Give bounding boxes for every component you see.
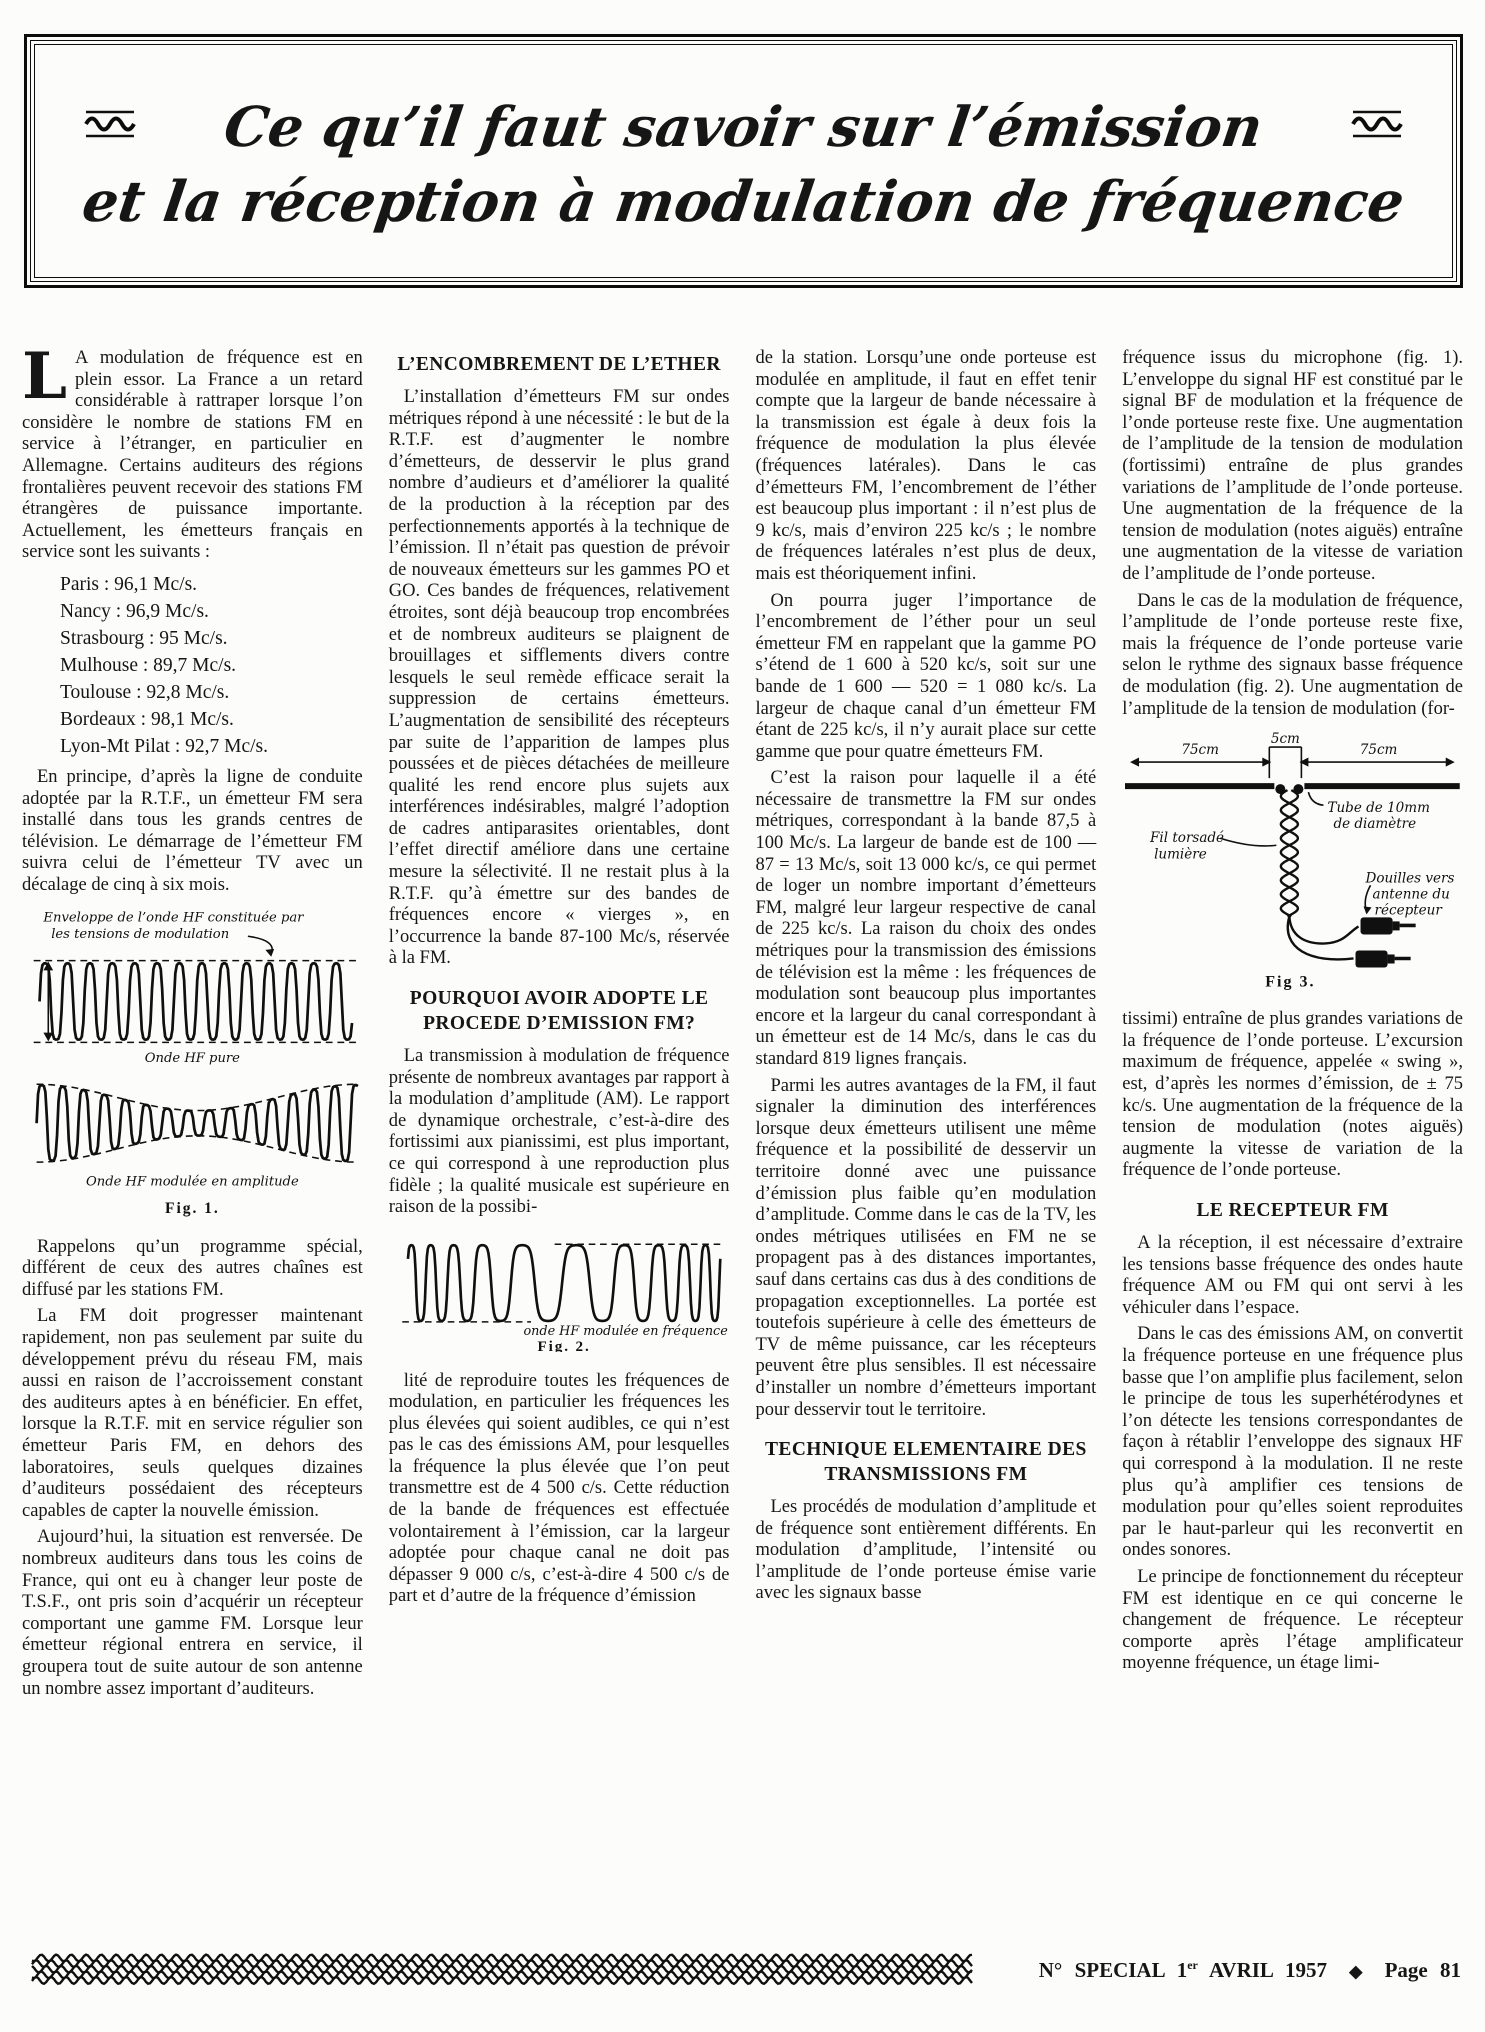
fm-modulated-waveform xyxy=(408,1245,720,1321)
paragraph xyxy=(22,348,363,564)
station-item: Nancy : 96,9 Mc/s. xyxy=(60,600,209,622)
station-item: Paris : 96,1 Mc/s. xyxy=(60,573,198,595)
paragraph: Dans le cas de la modulation de fréquence, l’amplitude de l’onde porteuse reste fixe, mais la fréquence de l’onde porteuse varie selon le rythme des signaux basse fréquence de modulation (fig. 2). Une augmentation de l’amplitude de la tension de modulation (for- xyxy=(1122,590,1463,719)
diamond-icon: ◆ xyxy=(1349,1961,1363,1981)
section-heading-encombrement: L’ENCOMBREMENT DE L’ETHER xyxy=(397,354,721,375)
pure-hf-waveform xyxy=(40,963,353,1039)
figure-1-waveforms xyxy=(22,909,363,1225)
am-modulated-waveform xyxy=(37,1085,358,1161)
column-1 xyxy=(22,348,363,1942)
drop-cap: L xyxy=(22,348,67,414)
paragraph: Le principe de fonctionnement du récepteur FM est identique en ce qui concerne le changement de fréquence. Le récepteur comporte après l’étage amplificateur moyenne fréquence, un étage limi- xyxy=(1122,1566,1463,1674)
title-box-content xyxy=(34,44,1453,278)
fig1-label: Fig. 1. xyxy=(165,1199,220,1217)
fig3-plug-label-line2: antenne du xyxy=(1372,886,1451,903)
section-heading-recepteur: LE RECEPTEUR FM xyxy=(1196,1200,1389,1221)
fig1-caption-pure: Onde HF pure xyxy=(144,1050,240,1066)
banana-plug-icon xyxy=(1361,917,1416,934)
fig3-plug-label-line3: récepteur xyxy=(1374,902,1443,919)
fig2-caption: onde HF modulée en fréquence xyxy=(523,1323,728,1339)
footer-text xyxy=(995,1958,1461,1983)
squiggle-ornament-right-icon xyxy=(1348,108,1406,145)
article-body xyxy=(22,348,1463,1942)
fig3-dim-right: 75cm xyxy=(1360,742,1398,759)
article-title-line1: Ce qu’il faut savoir sur l’émission xyxy=(220,93,1267,159)
station-item: Mulhouse : 89,7 Mc/s. xyxy=(60,654,237,676)
paragraph: Rappelons qu’un programme spécial, différent de ceux des autres chaînes est diffusé par les stations FM. xyxy=(22,1236,363,1300)
article-title-line2: et la réception à modulation de fréquence xyxy=(78,168,1409,235)
fig3-dim-center: 5cm xyxy=(1271,732,1301,748)
column-4 xyxy=(1122,348,1463,1942)
column-3 xyxy=(756,348,1097,1942)
section-heading-pourquoi-fm: POURQUOI AVOIR ADOPTE LE PROCEDE D’EMISSION FM? xyxy=(409,988,709,1035)
paragraph: Aujourd’hui, la situation est renversée. De nombreux auditeurs dans tous les coins de France, qui ont eu à changer leur poste de T.S.F., ont pris soin d’acquérir un récepteur comportant une gamme FM. Lorsque leur émetteur régional entrera en service, il groupera tout de suite autour de son antenne un nombre assez important d’auditeurs. xyxy=(22,1527,363,1699)
figure-3-drawing xyxy=(1122,732,1463,991)
fig3-label: Fig 3. xyxy=(1265,973,1316,991)
fig1-caption-am: Onde HF modulée en amplitude xyxy=(86,1173,299,1189)
squiggle-ornament-left-icon xyxy=(81,108,139,145)
station-item: Bordeaux : 98,1 Mc/s. xyxy=(60,708,234,730)
banana-plug-icon xyxy=(1356,951,1411,968)
station-item: Lyon-Mt Pilat : 92,7 Mc/s. xyxy=(60,735,269,757)
paragraph: lité de reproduire toutes les fréquences de modulation, en particulier les fréquences les plus élevées qui soient audibles, ce qui n’est pas le cas des émissions AM, pour lesquelles la fréquence la plus élevée que l’on peut transmettre est de 4 500 c/s. Cette réduction de la bande de fréquences est effectuée volontairement à l’émission, car la largeur adoptée pour chaque canal ne doit pas dépasser 9 000 c/s, c’est-à-dire 4 500 c/s de part et d’autre de la fréquence d’émission xyxy=(388,1370,730,1607)
paragraph: Dans le cas des émissions AM, on convertit la fréquence porteuse en une fréquence plus basse que l’on amplifie plus facilement, selon le principe de tous les superhétérodynes et l’on détecte les tensions correspondantes de façon à rétablir l’enveloppe des signaux HF qui correspond à la modulation. Il ne reste plus qu’à amplifier ces tensions de modulation pour qu’elles soient reproduites par le haut-parleur qui les reconvertit en ondes sonores. xyxy=(1122,1324,1463,1561)
station-item: Toulouse : 92,8 Mc/s. xyxy=(60,681,230,703)
station-item: Strasbourg : 95 Mc/s. xyxy=(60,627,228,649)
fig1-annotation-line1: Enveloppe de l’onde HF constituée par xyxy=(43,910,304,926)
footer-issue: N° SPECIAL 1 xyxy=(1038,1957,1188,1982)
fig3-wire-label-line2: lumière xyxy=(1154,846,1207,863)
footer-issue-rest: AVRIL 1957 xyxy=(1208,1957,1328,1982)
section-heading-technique: TECHNIQUE ELEMENTAIRE DES TRANSMISSIONS FM xyxy=(765,1439,1087,1486)
fig2-label: Fig. 2. xyxy=(537,1338,591,1352)
fig3-wire-label-line1: Fil torsadé xyxy=(1150,830,1225,847)
paragraph: En principe, d’après la ligne de conduite adoptée par la R.T.F., un émetteur FM sera installé dans tous les grands centres de télévision. Le démarrage de l’émetteur FM suivra celui de l’émetteur TV avec un décalage de cinq à six mois. xyxy=(22,766,363,895)
figure-3-dipole-antenna xyxy=(1122,732,1463,997)
station-frequency-list xyxy=(60,571,363,760)
title-box xyxy=(24,34,1463,288)
paragraph: L’installation d’émetteurs FM sur ondes métriques répond à une nécessité : le but de la R.T.F. est d’augmenter le nombre d’émetteurs, de desservir le plus grand nombre d’audieurs et d’améliorer la qualité de la production à la réception par des perfectionnements apportés à la technique de l’émission. Il n’était pas question de prévoir de nouveaux émetteurs sur les gammes PO et GO. Ces bandes de fréquences, relativement étroites, sont déjà beaucoup trop encombrées et de nombreux auditeurs se plaignent de brouillages et sifflements divers contre lesquels le seul remède efficace serait la suppression de certains émetteurs. L’augmentation de sensibilité des récepteurs par suite de l’apparition de lampes plus poussées et de pièces détachées de meilleure qualité les rend encore plus sujets aux interférences indésirables, malgré l’adoption de cadres antiparasites orientables, dont l’effet directif améliore dans une certaine mesure la sélectivité. Il ne restait plus à la R.T.F. qu’à émettre sur des bandes de fréquences encore « vierges », en l’occurrence la bande 87-100 Mc/s, réservée à la FM. xyxy=(388,387,730,969)
paragraph: de la station. Lorsqu’une onde porteuse est modulée en amplitude, il faut en effet tenir compte que la largeur de bande nécessaire à la transmission est égale à deux fois la fréquence de modulation la plus élevée (fréquences latérales). Dans le cas d’émetteurs FM, l’encombrement de l’éther est beaucoup plus important : il n’est plus de 9 kc/s, mais d’environ 225 kc/s ; le nombre de fréquences latérales n’est plus de deux, mais est théoriquement infini. xyxy=(755,348,1097,584)
wavy-rule xyxy=(30,1953,975,1987)
footer-issue-sup: er xyxy=(1187,1957,1198,1972)
paragraph: La transmission à modulation de fréquence présente de nombreux avantages par rapport à la modulation d’amplitude (AM). Le rapport de dynamique orchestrale, c’est-à-dire des fortissimi aux pianissimi, est plus important, ce qui correspond à une reproduction plus fidèle ; la qualité musicale est supérieure en raison de la possibi- xyxy=(388,1046,730,1218)
figure-1-drawing xyxy=(22,909,363,1219)
paragraph-text: A modulation de fréquence est en plein essor. La France a un retard considérable à rattraper lorsque l’on considère le nombre de stations FM en service à l’étranger, en particulier en Allemagne. Certains auditeurs des régions frontalières peuvent recevoir des stations FM étrangères de puissance importante. Actuellement, les émetteurs français en service sont les suivants : xyxy=(22,348,363,563)
fig3-tube-label-line1: Tube de 10mm xyxy=(1327,800,1431,817)
fig1-annotation-line2: les tensions de modulation xyxy=(51,926,230,942)
paragraph: A la réception, il est nécessaire d’extraire les tensions basse fréquence des ondes haute fréquence AM ou FM qui ont servi à les véhiculer dans l’espace. xyxy=(1122,1233,1463,1318)
paragraph: La FM doit progresser maintenant rapidement, non pas seulement par suite du développement prévu du réseau FM, mais aussi en raison de l’accroissement constant des auditeurs aptes à en bénéficier. En effet, lorsque la R.T.F. mit en service régulier son émetteur Paris FM, en dehors des laboratoires, seuls quelques dizaines d’auditeurs possédaient des récepteurs capables de capter la nouvelle émission. xyxy=(22,1306,363,1521)
paragraph: Parmi les autres avantages de la FM, il faut signaler la diminution des interférences lorsque deux émetteurs utilisent une même fréquence et la possibilité de desservir un territoire donné avec une puissance d’émission plus faible qu’en modulation d’amplitude. Comme dans le cas de la TV, les ondes métriques utilisées en FM ne se propagent pas à des distances importantes, sauf dans certains cas dus à des conditions de propagation exceptionnelles. La portée est toutefois supérieure à celle des émetteurs de TV de même puissance, car les récepteurs peuvent être plus sensibles. Il est nécessaire d’installer un nombre d’émetteurs important pour desservir tout le territoire. xyxy=(755,1075,1097,1420)
paragraph: fréquence issus du microphone (fig. 1). L’enveloppe du signal HF est constitué par le signal BF de modulation et la fréquence de l’onde porteuse reste fixe. Une augmentation de l’amplitude de la tension de modulation (fortissimi) entraîne de plus grandes variations de l’amplitude de l’onde porteuse. Une augmentation de la fréquence de la tension de modulation (notes aiguës) entraîne une augmentation de la vitesse de variation de l’amplitude de l’onde porteuse. xyxy=(1122,348,1463,584)
paragraph: Les procédés de modulation d’amplitude et de fréquence sont entièrement différents. En modulation d’amplitude, l’intensité ou l’amplitude de l’onde porteuse émise varie avec les signaux basse xyxy=(755,1497,1097,1604)
fig3-tube-label-line2: de diamètre xyxy=(1333,816,1417,833)
column-2 xyxy=(389,348,730,1942)
footer-page-number: Page 81 xyxy=(1384,1957,1461,1982)
fig3-dim-left: 75cm xyxy=(1181,742,1220,759)
figure-2-drawing xyxy=(389,1231,730,1352)
paragraph: On pourra juger l’importance de l’encombrement de l’éther pour un seul émetteur FM en rappelant que la gamme PO s’étend de 1 600 à 520 kc/s, soit sur une bande de 1 600 — 520 = 1 080 kc/s. La largeur de chaque canal d’un émetteur FM étant de 225 kc/s, il n’y aurait place sur cette gamme que pour quatre émetteurs FM. xyxy=(755,590,1097,762)
fig3-plug-label-line1: Douilles vers xyxy=(1365,870,1455,887)
figure-2-fm-waveform xyxy=(389,1231,730,1359)
page-footer xyxy=(30,1950,1461,1990)
paragraph: C’est la raison pour laquelle il a été nécessaire de transmettre la FM sur ondes métriques, correspondant à la bande 87,5 à 100 Mc/s. La largeur de bande est de 100 — 87 = 13 Mc/s, soit 13 000 kc/s, ce qui permet de loger un nombre important d’émetteurs FM, malgré leur largeur respective de canal de 225 kc/s. La raison du choix des ondes métriques pour la transmission des émissions de télévision est la même : les fréquences de modulation sont beaucoup plus importantes encore et la largeur du canal correspondant à un émetteur est de 14 Mc/s, dans le cas du standard 819 lignes français. xyxy=(755,768,1097,1069)
title-box-inner-rule xyxy=(30,40,1457,282)
paragraph: tissimi) entraîne de plus grandes variations de la fréquence de l’onde porteuse. L’excursion maximum de fréquence, appelée « swing », est, d’après les normes d’émission, de ± 75 kc/s. Une augmentation de la fréquence de la tension de modulation (notes aiguës) augmente la vitesse de variation de la fréquence de l’onde porteuse. xyxy=(1122,1009,1463,1181)
